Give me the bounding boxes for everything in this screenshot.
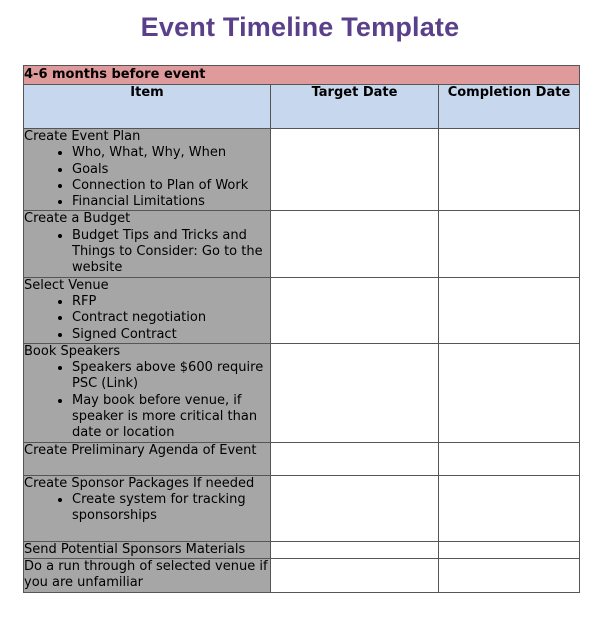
task-label: Book Speakers	[24, 343, 121, 359]
target-date-cell[interactable]	[271, 475, 439, 541]
completion-date-cell[interactable]	[439, 541, 580, 558]
item-cell	[24, 559, 271, 593]
list-item: • Contract negotiation	[72, 310, 270, 326]
target-date-cell[interactable]	[271, 129, 439, 211]
target-date-cell[interactable]	[271, 211, 439, 277]
target-date-cell[interactable]	[271, 559, 439, 593]
item-cell	[24, 211, 271, 277]
target-date-cell[interactable]	[271, 541, 439, 558]
table-row	[24, 277, 580, 343]
table-row	[24, 541, 580, 558]
target-date-cell[interactable]	[271, 442, 439, 475]
completion-date-cell[interactable]	[439, 129, 580, 211]
item-cell	[24, 277, 271, 343]
task-label: Create Event Plan	[24, 129, 141, 144]
item-cell	[24, 541, 271, 558]
item-cell	[24, 442, 271, 475]
completion-date-cell[interactable]	[439, 343, 580, 442]
column-header-completion-date: Completion Date	[439, 85, 580, 129]
list-item: • Goals	[72, 162, 270, 178]
task-label: Select Venue	[24, 277, 109, 293]
table-row	[24, 559, 580, 593]
bullet-list	[24, 228, 270, 277]
table-row	[24, 129, 580, 211]
list-item: • May book before venue, if speaker is more critical than date or location	[72, 393, 270, 442]
section-header-row	[24, 66, 580, 85]
bullet-list	[24, 145, 270, 210]
target-date-cell[interactable]	[271, 277, 439, 343]
list-item: • Create system for tracking sponsorships	[72, 492, 270, 525]
task-label: Create a Budget	[24, 211, 131, 227]
task-label: Send Potential Sponsors Materials	[24, 541, 246, 557]
list-item: • RFP	[72, 294, 270, 310]
task-label: Do a run through of selected venue if you are unfamiliar	[24, 559, 268, 591]
target-date-cell[interactable]	[271, 343, 439, 442]
list-item: • Connection to Plan of Work	[72, 178, 270, 194]
completion-date-cell[interactable]	[439, 442, 580, 475]
column-header-target-date: Target Date	[271, 85, 439, 129]
item-cell	[24, 475, 271, 541]
list-item: • Budget Tips and Tricks and Things to Consider: Go to the website	[72, 228, 270, 277]
table-row	[24, 442, 580, 475]
bullet-list	[24, 360, 270, 441]
bullet-list	[24, 492, 270, 525]
completion-date-cell[interactable]	[439, 559, 580, 593]
section-label: 4-6 months before event	[24, 66, 580, 85]
task-label: Create Preliminary Agenda of Event	[24, 442, 257, 458]
column-header-item: Item	[24, 85, 271, 129]
table-row	[24, 211, 580, 277]
column-header-row	[24, 85, 580, 129]
list-item: • Who, What, Why, When	[72, 145, 270, 161]
completion-date-cell[interactable]	[439, 211, 580, 277]
task-label: Create Sponsor Packages If needed	[24, 475, 255, 491]
table-row	[24, 343, 580, 442]
item-cell	[24, 129, 271, 211]
list-item: • Signed Contract	[72, 327, 270, 343]
list-item: • Financial Limitations	[72, 194, 270, 210]
item-cell	[24, 343, 271, 442]
completion-date-cell[interactable]	[439, 277, 580, 343]
list-item: • Speakers above $600 require PSC (Link)	[72, 360, 270, 393]
page-title: Event Timeline Template	[140, 12, 460, 42]
table-row	[24, 475, 580, 541]
timeline-table	[23, 65, 580, 593]
bullet-list	[24, 294, 270, 343]
completion-date-cell[interactable]	[439, 475, 580, 541]
